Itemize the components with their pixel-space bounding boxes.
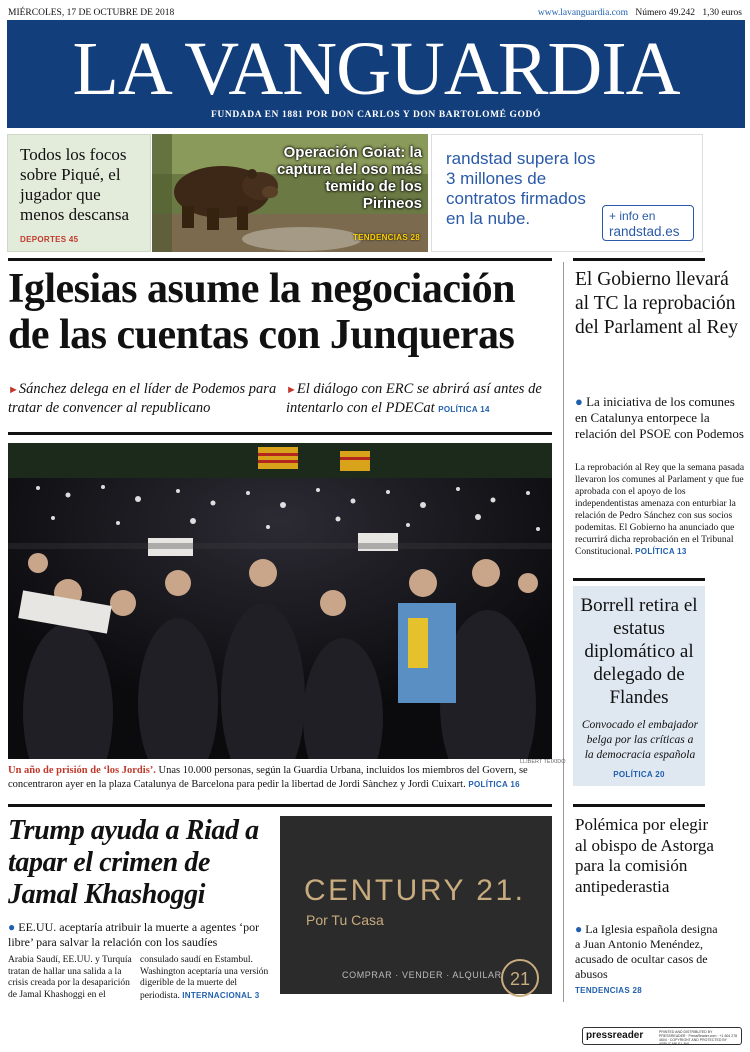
pressreader-badge[interactable] bbox=[582, 1027, 742, 1045]
section-link[interactable]: POLÍTICA 20 bbox=[613, 770, 665, 779]
trump-body-col2 bbox=[140, 955, 270, 1002]
body-text: La reprobación al Rey que la semana pasada llevaron los comunes al Parlament y que fue aprobada con el apoyo de los independentistas amenaza con enturbiar la relación de Pedro Sánchez con sus socios podemitas. El Gobierno ha anunciado que recurrirá dicha reprobación en el Tribunal Constitucional. bbox=[575, 463, 745, 557]
right-story-1-sub: ● La iniciativa de los comunes en Catalunya entorpece la relación del PSOE con Podemos bbox=[575, 394, 744, 441]
section-link[interactable]: POLÍTICA 13 bbox=[635, 547, 687, 556]
teaser-pique[interactable] bbox=[7, 134, 151, 252]
right-story-2[interactable] bbox=[573, 586, 705, 786]
section-link[interactable]: TENDENCIAS 28 bbox=[575, 986, 643, 995]
sub-text: La iniciativa de los comunes en Catalunya entorpece la relación del PSOE con Podemos bbox=[575, 394, 744, 441]
caption-title: Un año de prisión de ‘los Jordis’. bbox=[8, 765, 156, 776]
randstad-ad[interactable] bbox=[431, 134, 703, 252]
divider bbox=[8, 432, 552, 435]
website-link[interactable]: www.lavanguardia.com bbox=[537, 8, 629, 18]
right-story-2-sub: Convocado el embajador belga por las críticas a la democracia española bbox=[581, 719, 699, 761]
section-link[interactable]: POLÍTICA 14 bbox=[438, 405, 490, 414]
teaser-bear[interactable] bbox=[152, 134, 428, 252]
teaser-headline: Operación Goiat: la captura del oso más temido de los Pirineos bbox=[276, 144, 422, 212]
trump-body-col1: Arabia Saudí, EE.UU. y Turquía tratan de hallar una salida a la crisis creada por la desaparición de Jamal Khashoggi en el bbox=[8, 955, 132, 1000]
teaser-section: DEPORTES 45 bbox=[20, 235, 79, 244]
divider bbox=[573, 258, 705, 261]
sub-text: EE.UU. aceptaría atribuir la muerte a agentes ‘por libre’ para salvar la relación con los saudíes bbox=[8, 920, 260, 949]
right-story-1-body bbox=[575, 462, 745, 558]
logo-number: 21 bbox=[509, 969, 531, 989]
main-subheadline-2: ►El diálogo con ERC se abrirá así antes de intentarlo con el PDECat POLÍTICA 14 bbox=[286, 381, 542, 416]
randstad-ad-text: randstad supera los 3 millones de contratos firmados en la nube. bbox=[446, 149, 596, 228]
crowd-photo bbox=[8, 443, 552, 759]
newspaper-logo: LA VANGUARDIA bbox=[72, 27, 680, 111]
button-line: + info en bbox=[609, 209, 656, 223]
issue-price: 1,30 euros bbox=[702, 8, 742, 18]
century21-tagline: Por Tu Casa bbox=[306, 912, 384, 928]
main-photo bbox=[8, 443, 552, 759]
founded-line: FUNDADA EN 1881 POR DON CARLOS Y DON BARTOLOMÉ GODÓ bbox=[211, 110, 541, 120]
century21-services: COMPRAR · VENDER · ALQUILAR bbox=[342, 970, 502, 980]
trump-sub: ● EE.UU. aceptaría atribuir la muerte a agentes ‘por libre’ para salvar la relación con los saudíes bbox=[8, 920, 260, 949]
right-story-1-headline[interactable]: El Gobierno llevará al TC la reprobación del Parlament al Rey bbox=[575, 269, 738, 338]
right-story-2-headline: Borrell retira el estatus diplomático al delegado de Flandes bbox=[580, 595, 698, 708]
sub-text: La Iglesia española designa a Juan Antonio Menéndez, acusado de ocultar casos de abusos bbox=[575, 922, 718, 981]
right-story-3-sub: ● La Iglesia española designa a Juan Antonio Menéndez, acusado de ocultar casos de abusos TENDENCIAS 28 bbox=[575, 922, 718, 995]
divider bbox=[573, 578, 705, 581]
button-url: randstad.es bbox=[609, 224, 680, 239]
caption-text: Unas 10.000 personas, según la Guardia Urbana, incluidos los miembros del Govern, se concentraron ayer en la plaza Catalunya de Barcelona para pedir la libertad de Jordi Sànchez y Jordi Cuixart. bbox=[8, 765, 528, 790]
section-link[interactable]: POLÍTICA 16 bbox=[468, 780, 520, 789]
issue-date: MIÉRCOLES, 17 DE OCTUBRE DE 2018 bbox=[8, 8, 175, 18]
subheadline-text: Sánchez delega en el líder de Podemos para tratar de convencer al republicano bbox=[8, 381, 277, 416]
body-text: consulado saudí en Estambul. Washington aceptaría una versión digerible de la muerte del periodista. bbox=[140, 955, 269, 1001]
right-story-3-headline[interactable]: Polémica por elegir al obispo de Astorga para la comisión antipederastia bbox=[575, 815, 714, 896]
century21-brand: CENTURY 21. bbox=[304, 874, 526, 907]
main-subheadline-1: ►Sánchez delega en el líder de Podemos para tratar de convencer al republicano bbox=[8, 381, 277, 416]
pressreader-info: PRINTED AND DISTRIBUTED BY PRESSREADER · PressReader.com · +1 604 278 4604 · COPYRIGHT AND PROTECTED BY APPLICABLE LAW bbox=[659, 1030, 738, 1046]
photo-credit: LLIBERT TEIXIDÓ bbox=[520, 759, 566, 765]
trump-headline[interactable]: Trump ayuda a Riad a tapar el crimen de Jamal Khashoggi bbox=[8, 815, 259, 910]
issue-info bbox=[533, 8, 742, 18]
issue-number: Número 49.242 bbox=[635, 8, 696, 18]
subheadline-text: El diálogo con ERC se abrirá así antes de intentarlo con el PDECat bbox=[286, 381, 542, 416]
pressreader-logo: pressreader bbox=[586, 1030, 644, 1041]
divider bbox=[573, 804, 705, 807]
main-headline[interactable]: Iglesias asume la negociación de las cuentas con Junqueras bbox=[8, 266, 515, 358]
randstad-info-button[interactable] bbox=[602, 205, 694, 241]
column-divider bbox=[563, 262, 564, 1002]
divider bbox=[8, 258, 552, 261]
photo-caption bbox=[8, 764, 552, 792]
divider bbox=[8, 804, 552, 807]
teaser-section: TENDENCIAS 28 bbox=[352, 233, 420, 242]
century21-logo-icon bbox=[498, 956, 542, 1000]
century21-ad[interactable] bbox=[280, 816, 552, 994]
teaser-headline: Todos los focos sobre Piqué, el jugador que menos descansa bbox=[20, 145, 130, 224]
masthead bbox=[7, 20, 745, 128]
section-link[interactable]: INTERNACIONAL 3 bbox=[182, 990, 260, 1000]
